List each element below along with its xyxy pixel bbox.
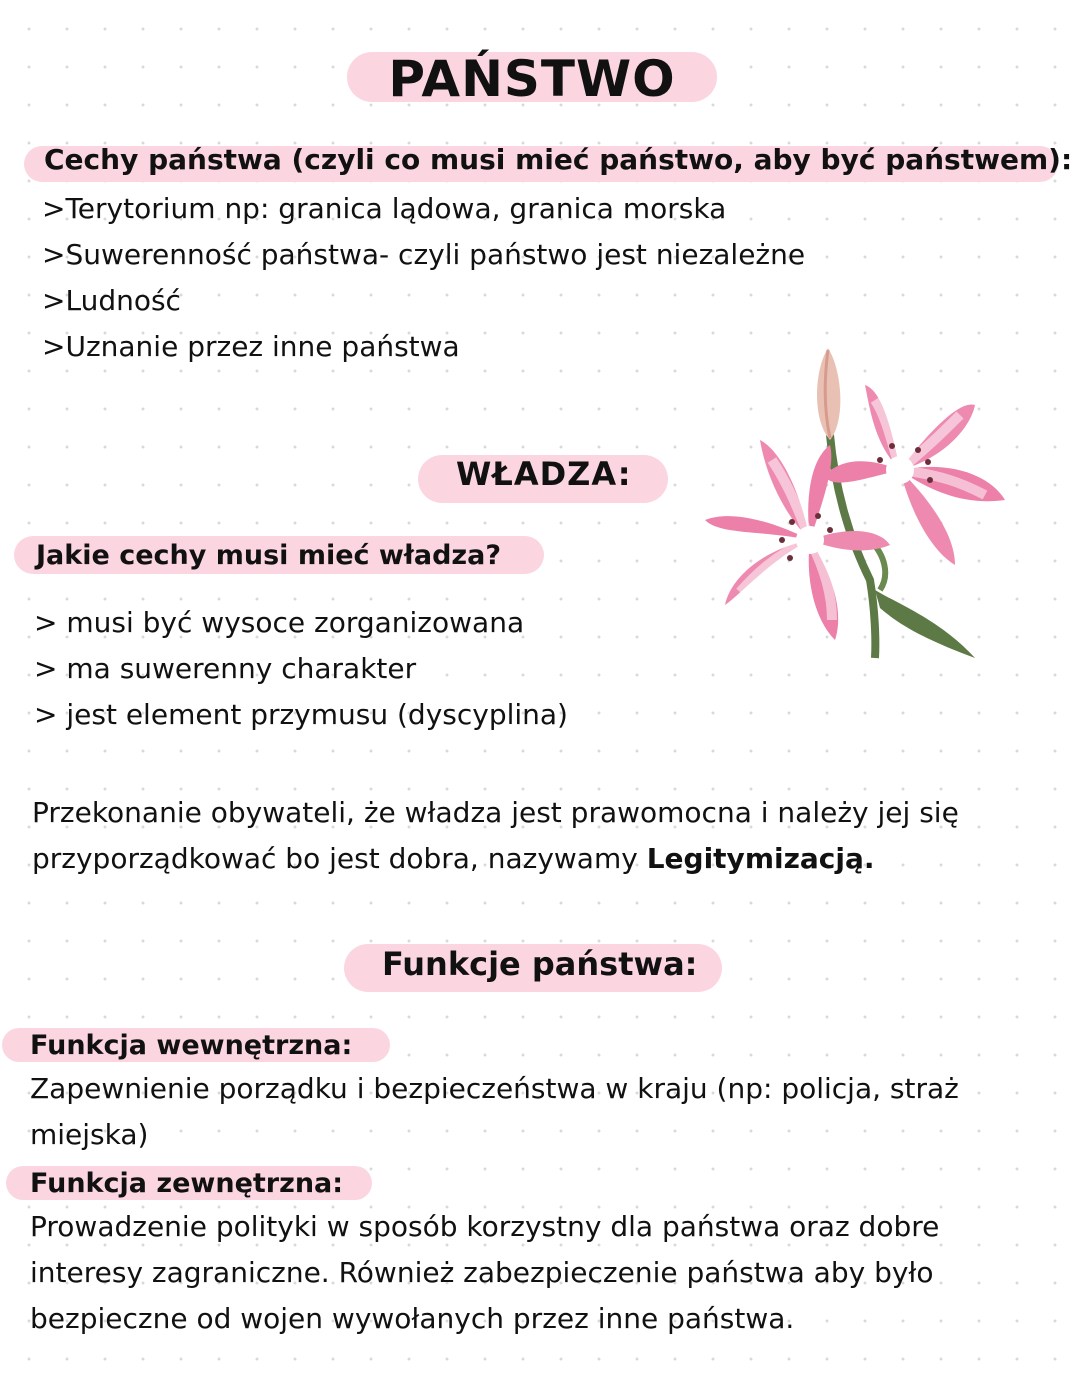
cechy-list (42, 186, 805, 370)
flower-icon (700, 340, 1020, 670)
paragraph-line: miejska) (30, 1118, 149, 1151)
paragraph-text: przyporządkować bo jest dobra, nazywamy (32, 842, 647, 875)
funkcja-wewnetrzna-text: Funkcja wewnętrzna: (30, 1029, 353, 1061)
funkcja-wewnetrzna-desc (30, 1066, 959, 1158)
wladza-heading: WŁADZA: (456, 455, 632, 493)
page-title (347, 50, 717, 108)
legitymizacja-term: Legitymizacją. (646, 842, 875, 875)
list-item: >Uznanie przez inne państwa (42, 330, 460, 363)
funkcja-zewnetrzna-label (6, 1166, 372, 1200)
wladza-question-text: Jakie cechy musi mieć władza? (36, 539, 502, 571)
paragraph-line: Prowadzenie polityki w sposób korzystny dla państwa oraz dobre (30, 1210, 940, 1243)
list-item: >Suwerenność państwa- czyli państwo jest niezależne (42, 238, 806, 271)
lily-flower-image (700, 340, 1020, 670)
title-text: PAŃSTWO (388, 50, 676, 108)
list-item: > ma suwerenny charakter (34, 652, 417, 685)
list-item: >Terytorium np: granica lądowa, granica morska (42, 192, 727, 225)
paragraph-line: Przekonanie obywateli, że władza jest prawomocna i należy jej się (32, 796, 959, 829)
paragraph-line: bezpieczne od wojen wywołanych przez inne państwa. (30, 1302, 795, 1335)
list-item: >Ludność (42, 284, 181, 317)
legitymizacja-paragraph (32, 790, 959, 882)
funkcja-zewnetrzna-desc (30, 1204, 939, 1342)
funkcja-wewnetrzna-label (2, 1028, 390, 1062)
list-item: > jest element przymusu (dyscyplina) (34, 698, 568, 731)
list-item: > musi być wysoce zorganizowana (34, 606, 525, 639)
funkcje-heading: Funkcje państwa: (382, 945, 698, 983)
paragraph-line: Zapewnienie porządku i bezpieczeństwa w kraju (np: policja, straż (30, 1072, 959, 1105)
paragraph-line (32, 836, 959, 882)
wladza-question (14, 536, 544, 574)
wladza-list (34, 600, 568, 738)
cechy-heading: Cechy państwa (czyli co musi mieć państwo, aby być państwem): (44, 143, 1073, 176)
funkcja-zewnetrzna-text: Funkcja zewnętrzna: (30, 1167, 344, 1199)
paragraph-line: interesy zagraniczne. Również zabezpieczenie państwa aby było (30, 1256, 934, 1289)
